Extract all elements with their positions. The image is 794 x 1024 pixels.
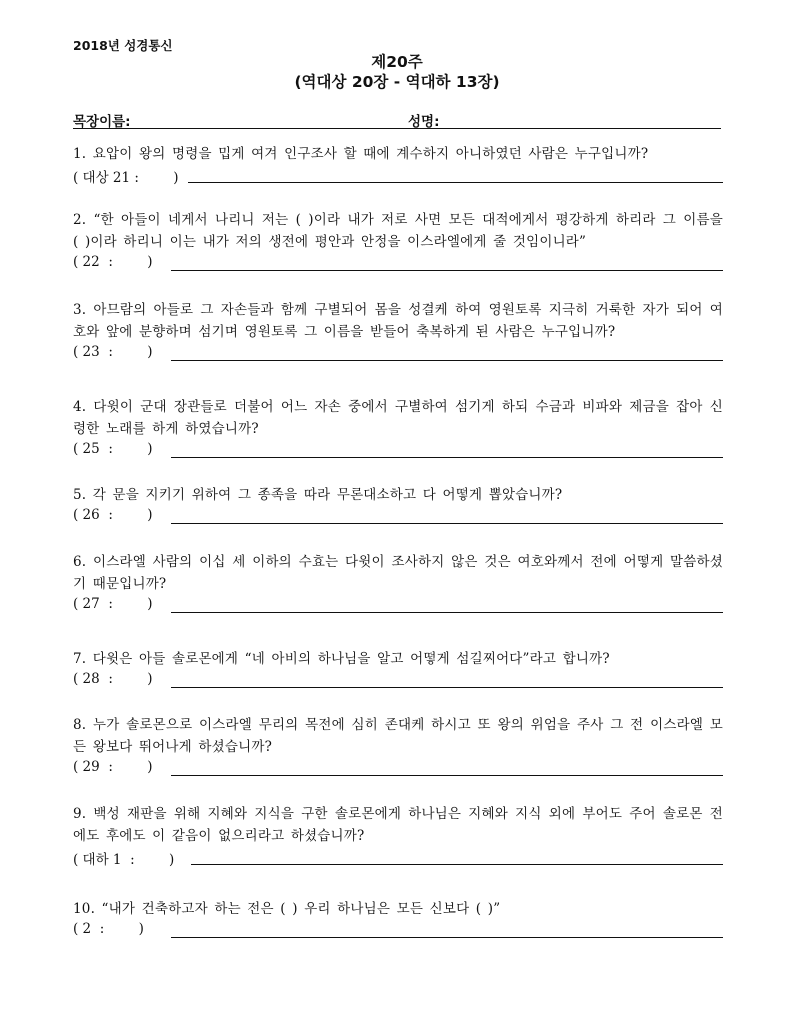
question-3 [73,299,723,363]
answer-line[interactable] [171,775,723,776]
question-8 [73,714,723,778]
verse-reference: ( 28 : ) [73,671,153,687]
answer-line[interactable] [171,270,723,271]
question-text: 5. 각 문을 지키기 위하여 그 종족을 따라 무론대소하고 다 어떻게 뽑았습니까? [73,487,563,503]
question-1 [73,143,723,185]
answer-row [73,847,723,867]
question-text: 4. 다윗이 군대 장관들로 더불어 어느 자손 중에서 구별하여 섬기게 하되 수금과 비파와 제금을 잡아 신령한 노래를 하게 하였습니까? [73,399,723,437]
answer-row [73,920,723,940]
answer-row [73,165,723,185]
answer-row [73,670,723,690]
verse-reference: ( 2 : ) [73,921,144,937]
verse-reference: ( 27 : ) [73,596,153,612]
question-text: 8. 누가 솔로몬으로 이스라엘 무리의 목전에 심히 존대케 하시고 또 왕의 위엄을 주사 그 전 이스라엘 모든 왕보다 뛰어나게 하셨습니까? [73,717,723,755]
verse-reference: ( 대하 1 : ) [73,852,175,868]
verse-reference: ( 25 : ) [73,441,153,457]
verse-reference: ( 대상 21 : ) [73,170,179,186]
answer-line[interactable] [171,937,723,938]
chapter-range-title: (역대상 20장 - 역대하 13장) [294,73,500,91]
verse-reference: ( 23 : ) [73,344,153,360]
answer-line[interactable] [191,864,723,865]
question-9 [73,803,723,867]
question-5 [73,484,723,526]
verse-reference: ( 29 : ) [73,759,153,775]
question-2 [73,209,723,273]
question-text: 10. “내가 건축하고자 하는 전은 ( ) 우리 하나님은 모든 신보다 ( )” [73,901,501,917]
question-4 [73,396,723,460]
question-text: 7. 다윗은 아들 솔로몬에게 “네 아비의 하나님을 알고 어떻게 섬길찌어다”라고 합니까? [73,651,610,667]
question-text: 9. 백성 재판을 위해 지혜와 지식을 구한 솔로몬에게 하나님은 지혜와 지식 외에 부어도 주어 솔로몬 전에도 후에도 이 같음이 없으리라고 하셨습니까? [73,806,723,844]
week-title: 제20주 [371,53,423,71]
answer-row [73,343,723,363]
question-7 [73,648,723,690]
question-6 [73,551,723,615]
answer-line[interactable] [188,182,723,183]
name-row [73,110,721,129]
answer-row [73,440,723,460]
answer-row [73,253,723,273]
verse-reference: ( 26 : ) [73,507,153,523]
question-text: 1. 요압이 왕의 명령을 밉게 여겨 인구조사 할 때에 계수하지 아니하였던 사람은 누구입니까? [73,146,649,162]
answer-row [73,506,723,526]
verse-reference: ( 22 : ) [73,254,153,270]
answer-line[interactable] [171,523,723,524]
newsletter-year-label: 2018년 성경통신 [73,38,173,53]
answer-row [73,758,723,778]
answer-line[interactable] [171,687,723,688]
answer-line[interactable] [171,457,723,458]
question-text: 3. 아므람의 아들로 그 자손들과 함께 구별되어 몸을 성결케 하여 영원토록 지극히 거룩한 자가 되어 여호와 앞에 분향하며 섬기며 영원토록 그 이름을 받들어 축복하게 된 사람은 누구입니까? [73,302,723,340]
answer-line[interactable] [171,612,723,613]
group-name-label: 목장이름: [73,114,131,130]
answer-row [73,595,723,615]
person-name-label: 성명: [408,114,440,130]
question-text: 6. 이스라엘 사람의 이십 세 이하의 수효는 다윗이 조사하지 않은 것은 여호와께서 전에 어떻게 말씀하셨기 때문입니까? [73,554,723,592]
question-text: 2. “한 아들이 네게서 나리니 저는 ( )이라 내가 저로 사면 모든 대적에게서 평강하게 하리라 그 이름을 ( )이라 하리니 이는 내가 저의 생전에 평안과 안정을 이스라엘에게 줄 것임이니라” [73,212,723,250]
answer-line[interactable] [171,360,723,361]
question-10 [73,898,723,940]
